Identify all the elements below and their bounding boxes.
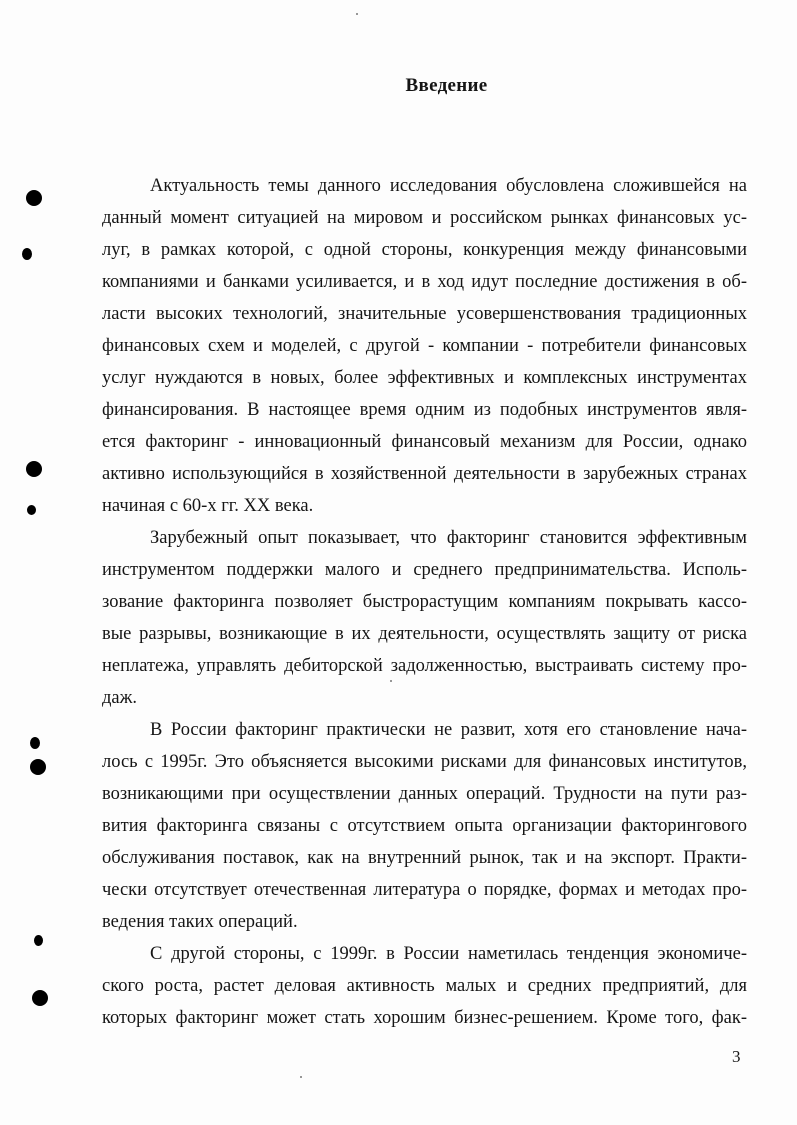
- text-line: Актуальность темы данного исследования обусловлена сложившейся на: [150, 176, 747, 196]
- text-line: данный момент ситуацией на мировом и российском рынках финансовых ус-: [102, 208, 747, 228]
- text-line: луг, в рамках которой, с одной стороны, конкуренция между финансовыми: [102, 240, 747, 260]
- text-line: зование факторинга позволяет быстрорастущим компаниям покрывать кассо-: [102, 592, 747, 612]
- text-line: возникающими при осуществлении данных операций. Трудности на пути раз-: [102, 784, 747, 804]
- text-line: С другой стороны, с 1999г. в России наметилась тенденция экономиче-: [150, 944, 747, 964]
- text-line: активно использующийся в хозяйственной деятельности в зарубежных странах: [102, 464, 747, 484]
- text-line: ется факторинг - инновационный финансовый механизм для России, однако: [102, 432, 747, 452]
- text-line: ведения таких операций.: [102, 912, 298, 932]
- punch-hole-mark: [30, 737, 40, 749]
- text-line: финансирования. В настоящее время одним из подобных инструментов явля-: [102, 400, 747, 420]
- punch-hole-mark: [32, 990, 48, 1006]
- punch-hole-mark: [22, 248, 32, 260]
- punch-hole-mark: [34, 935, 43, 946]
- punch-hole-mark: [27, 505, 36, 515]
- page-title: Введение: [405, 75, 488, 96]
- text-line: начиная с 60-х гг. XX века.: [102, 496, 314, 516]
- text-line: финансовых схем и моделей, с другой - компании - потребители финансовых: [102, 336, 747, 356]
- text-line: ласти высоких технологий, значительные усовершенствования традиционных: [102, 304, 747, 324]
- punch-hole-mark: [26, 190, 42, 206]
- text-line: компаниями и банками усиливается, и в ход идут последние достижения в об-: [102, 272, 747, 292]
- text-line: неплатежа, управлять дебиторской задолженностью, выстраивать систему про-: [102, 656, 747, 676]
- text-line: чески отсутствует отечественная литература о порядке, формах и методах про-: [102, 880, 747, 900]
- text-line: инструментом поддержки малого и среднего предпринимательства. Исполь-: [102, 560, 747, 580]
- text-line: ского роста, растет деловая активность малых и средних предприятий, для: [102, 976, 747, 996]
- text-line: лось с 1995г. Это объясняется высокими рисками для финансовых институтов,: [102, 752, 747, 772]
- page-number: 3: [732, 1047, 741, 1066]
- text-line: Зарубежный опыт показывает, что факторинг становится эффективным: [150, 528, 747, 548]
- text-line: В России факторинг практически не развит, хотя его становление нача-: [150, 720, 747, 740]
- text-line: которых факторинг может стать хорошим бизнес-решением. Кроме того, фак-: [102, 1008, 747, 1028]
- punch-hole-mark: [30, 759, 46, 775]
- text-line: услуг нуждаются в новых, более эффективных и комплексных инструментах: [102, 368, 747, 388]
- text-line: обслуживания поставок, как на внутренний рынок, так и на экспорт. Практи-: [102, 848, 747, 868]
- text-line: даж.: [102, 688, 138, 708]
- scan-speck: [300, 1076, 302, 1078]
- scan-speck: [356, 13, 358, 15]
- text-line: вые разрывы, возникающие в их деятельности, осуществлять защиту от риска: [102, 624, 747, 644]
- text-line: вития факторинга связаны с отсутствием опыта организации факторингового: [102, 816, 747, 836]
- punch-hole-mark: [26, 461, 42, 477]
